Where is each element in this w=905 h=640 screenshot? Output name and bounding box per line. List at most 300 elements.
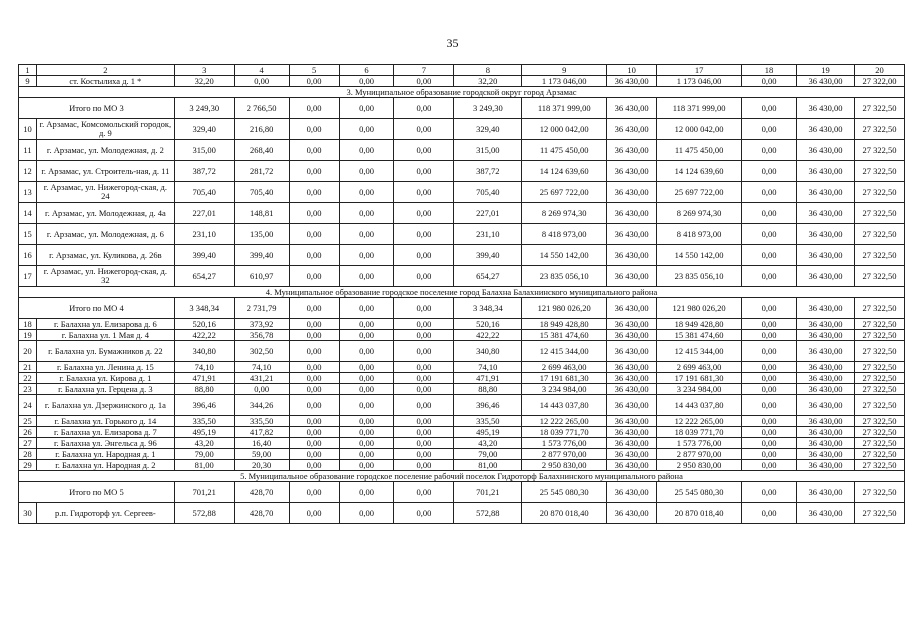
value-cell-c5: 0,00: [289, 438, 339, 449]
value-cell-c5: 0,00: [289, 395, 339, 416]
value-cell-c20: 27 322,50: [854, 245, 904, 266]
row-number-cell: 13: [19, 182, 37, 203]
row-number-cell: 25: [19, 416, 37, 427]
value-cell-c17: 14 443 037,80: [657, 395, 742, 416]
value-cell-c19: 36 430,00: [796, 161, 854, 182]
value-cell-c6: 0,00: [339, 362, 394, 373]
value-cell-c19: 36 430,00: [796, 449, 854, 460]
value-cell-c3: 79,00: [174, 449, 234, 460]
table-row: [19, 330, 905, 341]
value-cell-c9: 14 124 639,60: [522, 161, 607, 182]
value-cell-c20: 27 322,00: [854, 76, 904, 87]
value-cell-c19: 36 430,00: [796, 482, 854, 503]
value-cell-c18: 0,00: [742, 460, 797, 471]
row-number-cell: 19: [19, 330, 37, 341]
value-cell-c9: 18 949 428,80: [522, 319, 607, 330]
value-cell-c20: 27 322,50: [854, 140, 904, 161]
section-title: 5. Муниципальное образование городское поселение рабочий поселок Гидроторф Балахнинского муниципального района: [19, 471, 905, 482]
column-number-cell: 20: [854, 65, 904, 76]
value-cell-c19: 36 430,00: [796, 119, 854, 140]
value-cell-c18: 0,00: [742, 161, 797, 182]
value-cell-c4: 428,70: [234, 482, 289, 503]
value-cell-c18: 0,00: [742, 140, 797, 161]
value-cell-c7: 0,00: [394, 161, 454, 182]
value-cell-c10: 36 430,00: [607, 119, 657, 140]
value-cell-c10: 36 430,00: [607, 341, 657, 362]
value-cell-c3: 3 249,30: [174, 98, 234, 119]
value-cell-c18: 0,00: [742, 503, 797, 524]
value-cell-c5: 0,00: [289, 341, 339, 362]
address-cell: р.п. Гидроторф ул. Сергеев-: [36, 503, 174, 524]
value-cell-c7: 0,00: [394, 362, 454, 373]
column-number-cell: 2: [36, 65, 174, 76]
value-cell-c7: 0,00: [394, 330, 454, 341]
value-cell-c9: 18 039 771,70: [522, 427, 607, 438]
value-cell-c3: 572,88: [174, 503, 234, 524]
value-cell-c18: 0,00: [742, 427, 797, 438]
value-cell-c19: 36 430,00: [796, 395, 854, 416]
subtotal-row: [19, 98, 905, 119]
value-cell-c8: 231,10: [454, 224, 522, 245]
value-cell-c18: 0,00: [742, 76, 797, 87]
value-cell-c9: 8 418 973,00: [522, 224, 607, 245]
subtotal-row: [19, 298, 905, 319]
value-cell-c5: 0,00: [289, 416, 339, 427]
value-cell-c6: 0,00: [339, 245, 394, 266]
value-cell-c18: 0,00: [742, 182, 797, 203]
value-cell-c18: 0,00: [742, 416, 797, 427]
value-cell-c10: 36 430,00: [607, 449, 657, 460]
value-cell-c18: 0,00: [742, 224, 797, 245]
value-cell-c10: 36 430,00: [607, 416, 657, 427]
value-cell-c7: 0,00: [394, 182, 454, 203]
value-cell-c17: 1 573 776,00: [657, 438, 742, 449]
value-cell-c19: 36 430,00: [796, 266, 854, 287]
value-cell-c4: 2 766,50: [234, 98, 289, 119]
value-cell-c7: 0,00: [394, 384, 454, 395]
column-number-cell: 1: [19, 65, 37, 76]
address-cell: г. Балахна ул. Кирова д. 1: [36, 373, 174, 384]
value-cell-c9: 118 371 999,00: [522, 98, 607, 119]
value-cell-c6: 0,00: [339, 427, 394, 438]
table-row: [19, 76, 905, 87]
value-cell-c17: 2 699 463,00: [657, 362, 742, 373]
value-cell-c17: 11 475 450,00: [657, 140, 742, 161]
value-cell-c3: 387,72: [174, 161, 234, 182]
address-cell: г. Балахна ул. Энгельса д. 96: [36, 438, 174, 449]
value-cell-c10: 36 430,00: [607, 384, 657, 395]
value-cell-c4: 610,97: [234, 266, 289, 287]
value-cell-c17: 14 124 639,60: [657, 161, 742, 182]
value-cell-c20: 27 322,50: [854, 416, 904, 427]
address-cell: г. Балахна ул. Народная д. 1: [36, 449, 174, 460]
value-cell-c20: 27 322,50: [854, 224, 904, 245]
value-cell-c8: 701,21: [454, 482, 522, 503]
value-cell-c6: 0,00: [339, 438, 394, 449]
value-cell-c3: 329,40: [174, 119, 234, 140]
value-cell-c9: 25 545 080,30: [522, 482, 607, 503]
row-number-cell: 29: [19, 460, 37, 471]
value-cell-c3: 654,27: [174, 266, 234, 287]
value-cell-c3: 43,20: [174, 438, 234, 449]
value-cell-c20: 27 322,50: [854, 182, 904, 203]
value-cell-c17: 2 877 970,00: [657, 449, 742, 460]
value-cell-c20: 27 322,50: [854, 161, 904, 182]
value-cell-c10: 36 430,00: [607, 482, 657, 503]
address-cell: г. Балахна ул. Елизарова д. 6: [36, 319, 174, 330]
value-cell-c19: 36 430,00: [796, 330, 854, 341]
value-cell-c3: 315,00: [174, 140, 234, 161]
value-cell-c6: 0,00: [339, 182, 394, 203]
table-row: [19, 503, 905, 524]
value-cell-c19: 36 430,00: [796, 460, 854, 471]
value-cell-c20: 27 322,50: [854, 98, 904, 119]
value-cell-c8: 572,88: [454, 503, 522, 524]
value-cell-c7: 0,00: [394, 341, 454, 362]
value-cell-c17: 14 550 142,00: [657, 245, 742, 266]
value-cell-c4: 148,81: [234, 203, 289, 224]
address-cell: г. Балахна ул. Герцена д. 3: [36, 384, 174, 395]
value-cell-c6: 0,00: [339, 266, 394, 287]
value-cell-c5: 0,00: [289, 224, 339, 245]
address-cell: ст. Костылиха д. 1 *: [36, 76, 174, 87]
column-number-cell: 9: [522, 65, 607, 76]
value-cell-c8: 81,00: [454, 460, 522, 471]
value-cell-c7: 0,00: [394, 266, 454, 287]
value-cell-c18: 0,00: [742, 245, 797, 266]
column-number-cell: 7: [394, 65, 454, 76]
table-row: [19, 341, 905, 362]
row-number-cell: 16: [19, 245, 37, 266]
value-cell-c6: 0,00: [339, 319, 394, 330]
value-cell-c3: 399,40: [174, 245, 234, 266]
address-cell: г. Арзамас, ул. Молодежная, д. 6: [36, 224, 174, 245]
value-cell-c8: 387,72: [454, 161, 522, 182]
value-cell-c10: 36 430,00: [607, 460, 657, 471]
table-row: [19, 460, 905, 471]
value-cell-c7: 0,00: [394, 140, 454, 161]
value-cell-c20: 27 322,50: [854, 373, 904, 384]
row-number-cell: 15: [19, 224, 37, 245]
value-cell-c8: 705,40: [454, 182, 522, 203]
value-cell-c6: 0,00: [339, 203, 394, 224]
value-cell-c10: 36 430,00: [607, 224, 657, 245]
value-cell-c4: 335,50: [234, 416, 289, 427]
value-cell-c9: 23 835 056,10: [522, 266, 607, 287]
value-cell-c17: 18 039 771,70: [657, 427, 742, 438]
row-number-cell: 17: [19, 266, 37, 287]
value-cell-c9: 20 870 018,40: [522, 503, 607, 524]
value-cell-c10: 36 430,00: [607, 140, 657, 161]
value-cell-c6: 0,00: [339, 330, 394, 341]
value-cell-c4: 0,00: [234, 384, 289, 395]
value-cell-c17: 20 870 018,40: [657, 503, 742, 524]
value-cell-c5: 0,00: [289, 384, 339, 395]
address-cell: г. Балахна ул. 1 Мая д. 4: [36, 330, 174, 341]
value-cell-c9: 8 269 974,30: [522, 203, 607, 224]
value-cell-c19: 36 430,00: [796, 319, 854, 330]
value-cell-c18: 0,00: [742, 384, 797, 395]
table-row: [19, 384, 905, 395]
value-cell-c20: 27 322,50: [854, 266, 904, 287]
value-cell-c4: 705,40: [234, 182, 289, 203]
address-cell: г. Балахна ул. Елизарова д. 7: [36, 427, 174, 438]
value-cell-c6: 0,00: [339, 341, 394, 362]
value-cell-c10: 36 430,00: [607, 373, 657, 384]
subtotal-label: Итого по МО 3: [19, 98, 175, 119]
value-cell-c6: 0,00: [339, 98, 394, 119]
row-number-cell: 24: [19, 395, 37, 416]
column-number-cell: 10: [607, 65, 657, 76]
value-cell-c18: 0,00: [742, 119, 797, 140]
value-cell-c5: 0,00: [289, 427, 339, 438]
section-header-row: [19, 471, 905, 482]
value-cell-c20: 27 322,50: [854, 395, 904, 416]
value-cell-c10: 36 430,00: [607, 161, 657, 182]
value-cell-c7: 0,00: [394, 395, 454, 416]
row-number-cell: 28: [19, 449, 37, 460]
section-title: 4. Муниципальное образование городское поселение город Балахна Балахнинского муниципального района: [19, 287, 905, 298]
value-cell-c19: 36 430,00: [796, 373, 854, 384]
value-cell-c4: 417,82: [234, 427, 289, 438]
value-cell-c17: 23 835 056,10: [657, 266, 742, 287]
value-cell-c7: 0,00: [394, 203, 454, 224]
value-cell-c8: 654,27: [454, 266, 522, 287]
address-cell: г. Балахна ул. Народная д. 2: [36, 460, 174, 471]
value-cell-c9: 3 234 984,00: [522, 384, 607, 395]
value-cell-c18: 0,00: [742, 266, 797, 287]
value-cell-c20: 27 322,50: [854, 319, 904, 330]
value-cell-c9: 1 573 776,00: [522, 438, 607, 449]
value-cell-c4: 0,00: [234, 76, 289, 87]
column-number-cell: 4: [234, 65, 289, 76]
address-cell: г. Балахна ул. Бумажников д. 22: [36, 341, 174, 362]
section-header-row: [19, 287, 905, 298]
housing-program-table: [18, 64, 905, 524]
value-cell-c6: 0,00: [339, 76, 394, 87]
row-number-cell: 23: [19, 384, 37, 395]
table-row: [19, 182, 905, 203]
value-cell-c5: 0,00: [289, 98, 339, 119]
value-cell-c3: 471,91: [174, 373, 234, 384]
table-row: [19, 427, 905, 438]
value-cell-c17: 17 191 681,30: [657, 373, 742, 384]
column-number-cell: 18: [742, 65, 797, 76]
value-cell-c20: 27 322,50: [854, 482, 904, 503]
value-cell-c18: 0,00: [742, 341, 797, 362]
value-cell-c6: 0,00: [339, 384, 394, 395]
value-cell-c10: 36 430,00: [607, 182, 657, 203]
value-cell-c7: 0,00: [394, 224, 454, 245]
value-cell-c4: 344,26: [234, 395, 289, 416]
column-number-cell: 6: [339, 65, 394, 76]
value-cell-c17: 2 950 830,00: [657, 460, 742, 471]
value-cell-c9: 1 173 046,00: [522, 76, 607, 87]
value-cell-c3: 88,80: [174, 384, 234, 395]
address-cell: г. Балахна ул. Дзержинского д. 1а: [36, 395, 174, 416]
value-cell-c17: 118 371 999,00: [657, 98, 742, 119]
value-cell-c20: 27 322,50: [854, 119, 904, 140]
value-cell-c10: 36 430,00: [607, 98, 657, 119]
value-cell-c9: 2 877 970,00: [522, 449, 607, 460]
value-cell-c4: 20,30: [234, 460, 289, 471]
value-cell-c18: 0,00: [742, 373, 797, 384]
table-row: [19, 203, 905, 224]
value-cell-c19: 36 430,00: [796, 384, 854, 395]
value-cell-c3: 335,50: [174, 416, 234, 427]
value-cell-c20: 27 322,50: [854, 362, 904, 373]
value-cell-c18: 0,00: [742, 203, 797, 224]
value-cell-c10: 36 430,00: [607, 330, 657, 341]
value-cell-c5: 0,00: [289, 449, 339, 460]
value-cell-c18: 0,00: [742, 449, 797, 460]
value-cell-c19: 36 430,00: [796, 224, 854, 245]
value-cell-c20: 27 322,50: [854, 427, 904, 438]
subtotal-row: [19, 482, 905, 503]
value-cell-c6: 0,00: [339, 373, 394, 384]
value-cell-c5: 0,00: [289, 362, 339, 373]
table-row: [19, 438, 905, 449]
value-cell-c9: 25 697 722,00: [522, 182, 607, 203]
column-number-cell: 17: [657, 65, 742, 76]
value-cell-c4: 16,40: [234, 438, 289, 449]
column-number-cell: 8: [454, 65, 522, 76]
value-cell-c8: 32,20: [454, 76, 522, 87]
value-cell-c10: 36 430,00: [607, 503, 657, 524]
value-cell-c8: 88,80: [454, 384, 522, 395]
value-cell-c7: 0,00: [394, 503, 454, 524]
value-cell-c10: 36 430,00: [607, 298, 657, 319]
value-cell-c6: 0,00: [339, 140, 394, 161]
address-cell: г. Арзамас, ул. Нижегород-ская, д. 24: [36, 182, 174, 203]
value-cell-c19: 36 430,00: [796, 416, 854, 427]
value-cell-c19: 36 430,00: [796, 76, 854, 87]
value-cell-c4: 431,21: [234, 373, 289, 384]
value-cell-c18: 0,00: [742, 330, 797, 341]
value-cell-c7: 0,00: [394, 319, 454, 330]
value-cell-c8: 74,10: [454, 362, 522, 373]
table-row: [19, 416, 905, 427]
table-row: [19, 395, 905, 416]
value-cell-c18: 0,00: [742, 98, 797, 119]
value-cell-c5: 0,00: [289, 460, 339, 471]
value-cell-c20: 27 322,50: [854, 503, 904, 524]
address-cell: г. Балахна ул. Ленина д. 15: [36, 362, 174, 373]
value-cell-c5: 0,00: [289, 373, 339, 384]
value-cell-c5: 0,00: [289, 161, 339, 182]
value-cell-c3: 227,01: [174, 203, 234, 224]
value-cell-c4: 59,00: [234, 449, 289, 460]
column-number-cell: 5: [289, 65, 339, 76]
value-cell-c7: 0,00: [394, 298, 454, 319]
value-cell-c17: 12 415 344,00: [657, 341, 742, 362]
row-number-cell: 20: [19, 341, 37, 362]
value-cell-c5: 0,00: [289, 319, 339, 330]
value-cell-c5: 0,00: [289, 503, 339, 524]
value-cell-c3: 74,10: [174, 362, 234, 373]
address-cell: г. Арзамас, Комсомольский городок, д. 9: [36, 119, 174, 140]
value-cell-c3: 701,21: [174, 482, 234, 503]
value-cell-c9: 2 699 463,00: [522, 362, 607, 373]
value-cell-c4: 399,40: [234, 245, 289, 266]
value-cell-c7: 0,00: [394, 76, 454, 87]
value-cell-c8: 315,00: [454, 140, 522, 161]
value-cell-c17: 12 000 042,00: [657, 119, 742, 140]
value-cell-c5: 0,00: [289, 482, 339, 503]
address-cell: г. Арзамас, ул. Строитель-ная, д. 11: [36, 161, 174, 182]
value-cell-c6: 0,00: [339, 460, 394, 471]
value-cell-c20: 27 322,50: [854, 449, 904, 460]
value-cell-c9: 14 550 142,00: [522, 245, 607, 266]
value-cell-c5: 0,00: [289, 245, 339, 266]
value-cell-c10: 36 430,00: [607, 362, 657, 373]
value-cell-c4: 281,72: [234, 161, 289, 182]
row-number-cell: 9: [19, 76, 37, 87]
row-number-cell: 14: [19, 203, 37, 224]
column-number-cell: 19: [796, 65, 854, 76]
subtotal-label: Итого по МО 4: [19, 298, 175, 319]
value-cell-c7: 0,00: [394, 98, 454, 119]
row-number-cell: 26: [19, 427, 37, 438]
value-cell-c18: 0,00: [742, 298, 797, 319]
value-cell-c7: 0,00: [394, 427, 454, 438]
value-cell-c10: 36 430,00: [607, 203, 657, 224]
value-cell-c10: 36 430,00: [607, 395, 657, 416]
value-cell-c8: 422,22: [454, 330, 522, 341]
value-cell-c18: 0,00: [742, 482, 797, 503]
section-header-row: [19, 87, 905, 98]
value-cell-c9: 11 475 450,00: [522, 140, 607, 161]
subtotal-label: Итого по МО 5: [19, 482, 175, 503]
row-number-cell: 21: [19, 362, 37, 373]
value-cell-c3: 231,10: [174, 224, 234, 245]
value-cell-c8: 3 249,30: [454, 98, 522, 119]
address-cell: г. Арзамас, ул. Куликова, д. 26в: [36, 245, 174, 266]
value-cell-c9: 14 443 037,80: [522, 395, 607, 416]
value-cell-c17: 8 269 974,30: [657, 203, 742, 224]
value-cell-c4: 135,00: [234, 224, 289, 245]
row-number-cell: 22: [19, 373, 37, 384]
value-cell-c18: 0,00: [742, 395, 797, 416]
value-cell-c10: 36 430,00: [607, 266, 657, 287]
value-cell-c3: 396,46: [174, 395, 234, 416]
value-cell-c20: 27 322,50: [854, 298, 904, 319]
table-row: [19, 161, 905, 182]
value-cell-c4: 373,92: [234, 319, 289, 330]
column-number-cell: 3: [174, 65, 234, 76]
value-cell-c6: 0,00: [339, 161, 394, 182]
row-number-cell: 27: [19, 438, 37, 449]
column-number-row: [19, 65, 905, 76]
value-cell-c17: 25 545 080,30: [657, 482, 742, 503]
value-cell-c17: 3 234 984,00: [657, 384, 742, 395]
table-row: [19, 119, 905, 140]
address-cell: г. Арзамас, ул. Молодежная, д. 4а: [36, 203, 174, 224]
value-cell-c5: 0,00: [289, 203, 339, 224]
value-cell-c18: 0,00: [742, 319, 797, 330]
value-cell-c10: 36 430,00: [607, 319, 657, 330]
value-cell-c6: 0,00: [339, 503, 394, 524]
value-cell-c9: 12 000 042,00: [522, 119, 607, 140]
value-cell-c4: 428,70: [234, 503, 289, 524]
row-number-cell: 10: [19, 119, 37, 140]
value-cell-c8: 43,20: [454, 438, 522, 449]
value-cell-c7: 0,00: [394, 438, 454, 449]
table-row: [19, 373, 905, 384]
value-cell-c9: 121 980 026,20: [522, 298, 607, 319]
value-cell-c17: 1 173 046,00: [657, 76, 742, 87]
value-cell-c19: 36 430,00: [796, 203, 854, 224]
